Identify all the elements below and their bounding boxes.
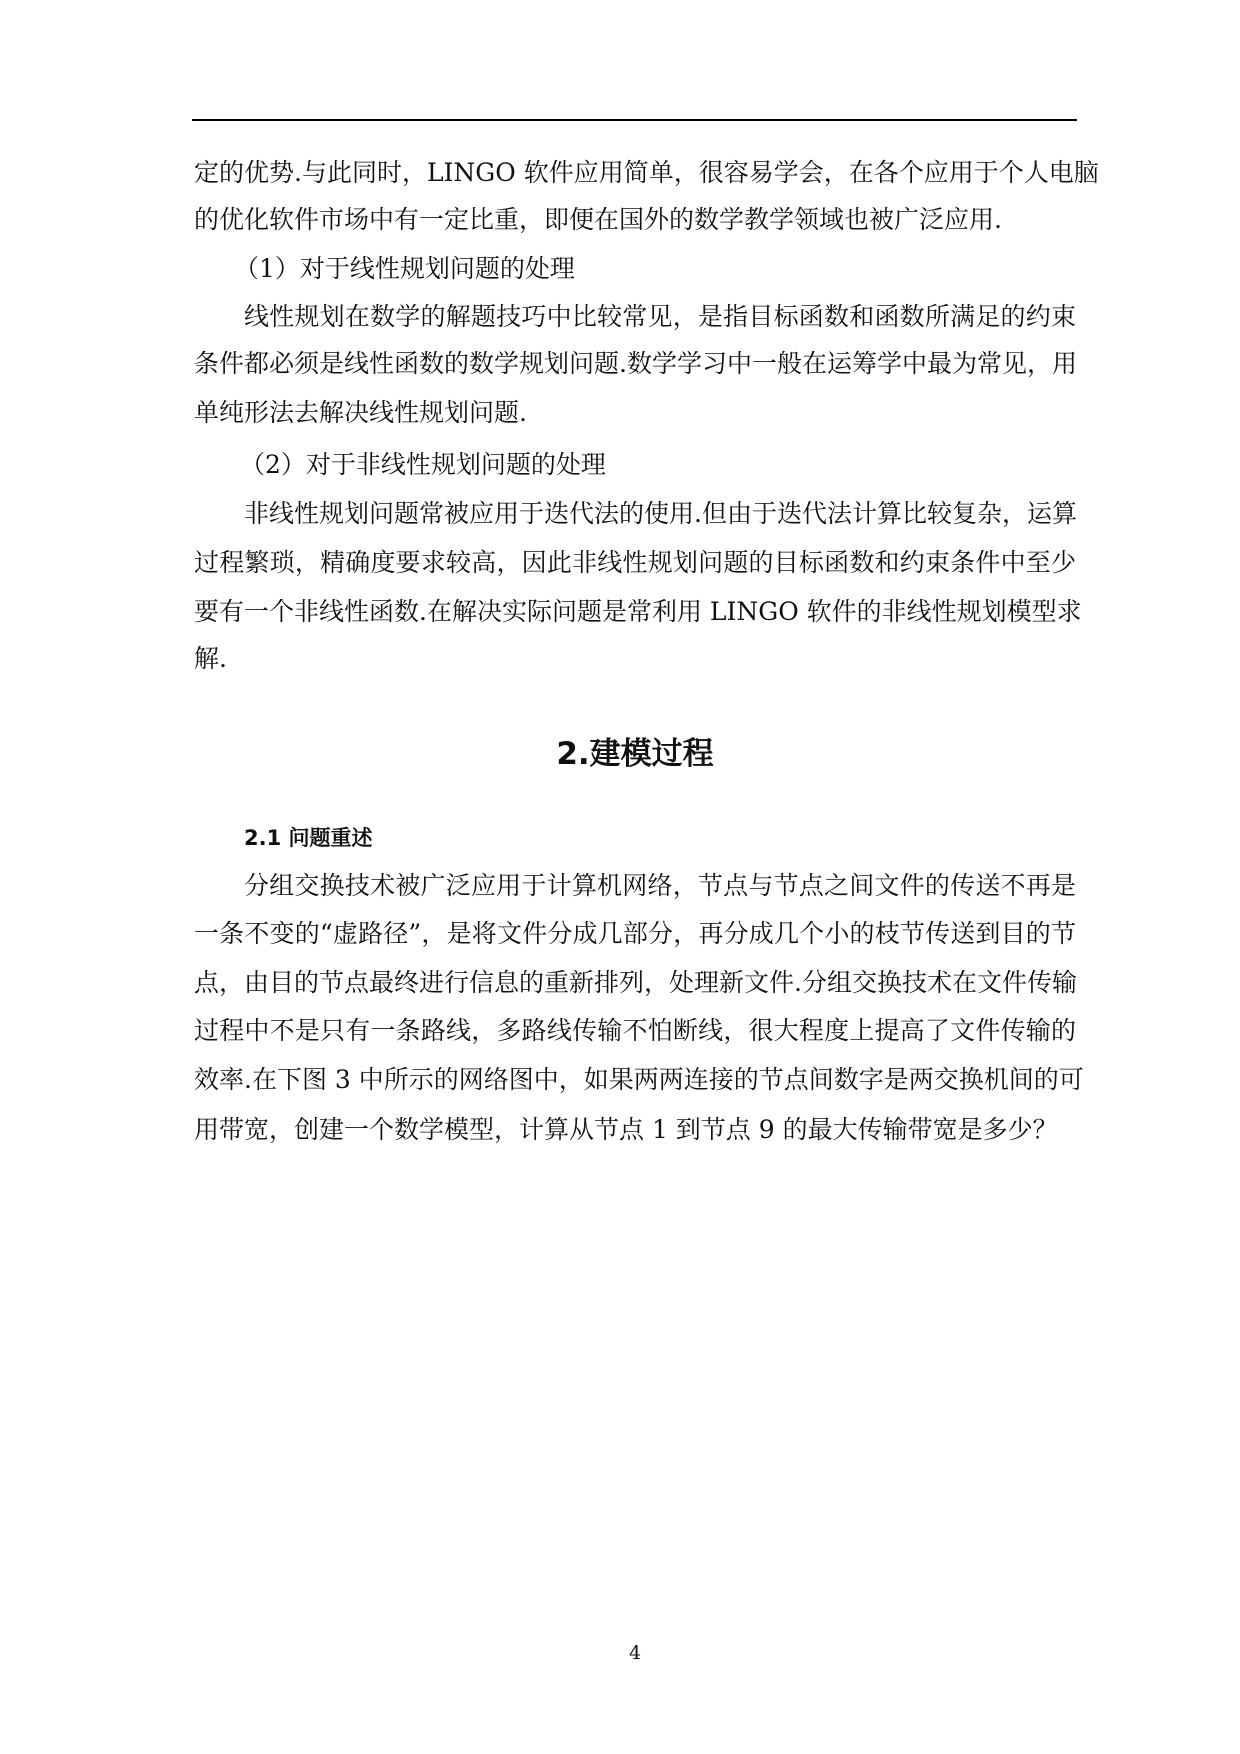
paragraph-line: 过程中不是只有一条路线，多路线传输不怕断线，很大程度上提高了文件传输的	[194, 1016, 1076, 1045]
paragraph-line: 非线性规划问题常被应用于迭代法的使用.但由于迭代法计算比较复杂，运算	[244, 499, 1077, 528]
page-number: 4	[628, 1642, 642, 1664]
paragraph-line: 点，由目的节点最终进行信息的重新排列，处理新文件.分组交换技术在文件传输	[194, 968, 1077, 997]
paragraph-line: 定的优势.与此同时，LINGO 软件应用简单，很容易学会，在各个应用于个人电脑	[194, 158, 1099, 187]
paragraph-line: 解.	[194, 644, 227, 673]
paragraph-line: 效率.在下图 3 中所示的网络图中，如果两两连接的节点间数字是两交换机间的可	[194, 1065, 1084, 1094]
chapter-heading: 2.建模过程	[556, 736, 714, 772]
paragraph-line: 用带宽，创建一个数学模型，计算从节点 1 到节点 9 的最大传输带宽是多少？	[194, 1115, 1058, 1144]
paragraph-line: 分组交换技术被广泛应用于计算机网络，节点与节点之间文件的传送不再是	[244, 871, 1076, 900]
paragraph-line: 一条不变的“虚路径”，是将文件分成几部分，再分成几个小的枝节传送到目的节	[194, 919, 1076, 948]
subsection-heading: 2.1 问题重述	[244, 826, 373, 850]
paragraph-line: 要有一个非线性函数.在解决实际问题是常利用 LINGO 软件的非线性规划模型求	[194, 597, 1082, 626]
paragraph-line: 的优化软件市场中有一定比重，即便在国外的数学教学领域也被广泛应用.	[194, 205, 1002, 234]
paragraph-line: 单纯形法去解决线性规划问题.	[194, 398, 527, 427]
header-rule	[192, 119, 1077, 121]
paragraph-line: 线性规划在数学的解题技巧中比较常见，是指目标函数和函数所满足的约束	[244, 302, 1076, 331]
list-heading-nonlinear: （2）对于非线性规划问题的处理	[240, 450, 606, 479]
paragraph-line: 过程繁琐，精确度要求较高，因此非线性规划问题的目标函数和约束条件中至少	[194, 548, 1076, 577]
paragraph-line: 条件都必须是线性函数的数学规划问题.数学学习中一般在运筹学中最为常见，用	[194, 349, 1077, 378]
list-heading-linear: （1）对于线性规划问题的处理	[234, 254, 575, 283]
